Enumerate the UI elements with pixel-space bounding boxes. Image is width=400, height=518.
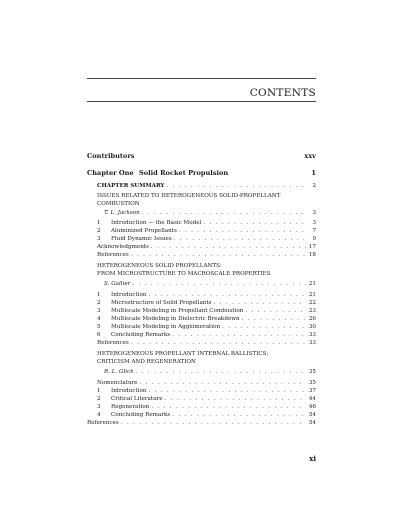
heading-rule	[87, 101, 316, 102]
toc-entry-1-3[interactable]: 3 Fluid Dynamic Issues . . . 9	[97, 236, 316, 243]
toc-entry-2-5[interactable]: 5 Multiscale Modeling in Agglomeration . . . 30	[97, 324, 316, 331]
toc-entry-2-6[interactable]: 6 Concluding Remarks . . . 33	[97, 332, 316, 339]
part2-title-line2: FROM MICROSTRUCTURE TO MACROSCALE PROPERTIES	[97, 271, 271, 277]
part2-title-line1: HETEROGENEOUS SOLID PROPELLANTS:	[97, 263, 222, 269]
chapter-label: Chapter One	[87, 169, 134, 177]
part1-author: T. L. Jackson	[104, 210, 140, 216]
toc-entry-2-1[interactable]: 1 Introduction . . . 21	[97, 292, 316, 299]
part1-author-entry[interactable]: T. L. Jackson . . . 3	[104, 210, 316, 217]
contributors-entry[interactable]	[87, 153, 316, 160]
part3-author-entry[interactable]: R. L. Glick . . . 35	[104, 369, 316, 376]
toc-entry-1-1[interactable]: 1 Introduction — the Basic Model . . . 3	[97, 220, 316, 227]
chapter-title: Solid Rocket Propulsion	[139, 169, 229, 177]
part1-acknowledgments[interactable]: Acknowledgments . . . 17	[97, 244, 316, 251]
part3-author: R. L. Glick	[104, 369, 134, 375]
summary-page: 2	[312, 183, 316, 189]
part1-title-line1: ISSUES RELATED TO HETEROGENEOUS SOLID-PROPELLANT	[97, 193, 281, 199]
chapter-entry[interactable]	[87, 170, 316, 177]
top-rule	[87, 78, 316, 79]
toc-entry-2-4[interactable]: 4 Multiscale Modeling in Dielectric Breakdown . . . 26	[97, 316, 316, 323]
page-number: xi	[309, 454, 316, 463]
contributors-page: xxv	[304, 152, 316, 160]
toc-entry-3-2[interactable]: 2 Critical Literature . . . 44	[97, 396, 316, 403]
toc-entry-3-1[interactable]: 1 Introduction . . . 37	[97, 388, 316, 395]
chapter-page: 1	[311, 169, 316, 177]
part3-title-line1: HETEROGENEOUS PROPELLANT INTERNAL BALLISTICS:	[97, 351, 269, 357]
part3-nomenclature[interactable]: Nomenclature . . . 35	[97, 380, 316, 387]
chapter-summary-entry[interactable]	[97, 183, 316, 190]
part1-title-line2: COMBUSTION	[97, 201, 140, 207]
toc-entry-2-3[interactable]: 3 Multiscale Modeling in Propellant Combustion . . . 23	[97, 308, 316, 315]
toc-entry-1-2[interactable]: 2 Aluminized Propellants . . . 7	[97, 228, 316, 235]
part2-author: S. Gallier	[104, 281, 131, 287]
toc-entry-3-4[interactable]: 4 Concluding Remarks . . . 54	[97, 412, 316, 419]
toc-entry-3-3[interactable]: 3 Regeneration . . . 46	[97, 404, 316, 411]
part3-title-line2: CRITICISM AND REGENERATION	[97, 359, 196, 365]
part2-references[interactable]: References . . . 33	[97, 340, 316, 347]
part1-references[interactable]: References . . . 18	[97, 252, 316, 259]
contents-heading: CONTENTS	[249, 87, 316, 99]
part3-references[interactable]: References . . . 54	[87, 420, 316, 427]
toc-entry-2-2[interactable]: 2 Microstructure of Solid Propellants . . . 22	[97, 300, 316, 307]
summary-label: CHAPTER SUMMARY	[97, 183, 165, 189]
part2-author-entry[interactable]: S. Gallier . . . 21	[104, 281, 316, 288]
contributors-label: Contributors	[87, 152, 135, 160]
